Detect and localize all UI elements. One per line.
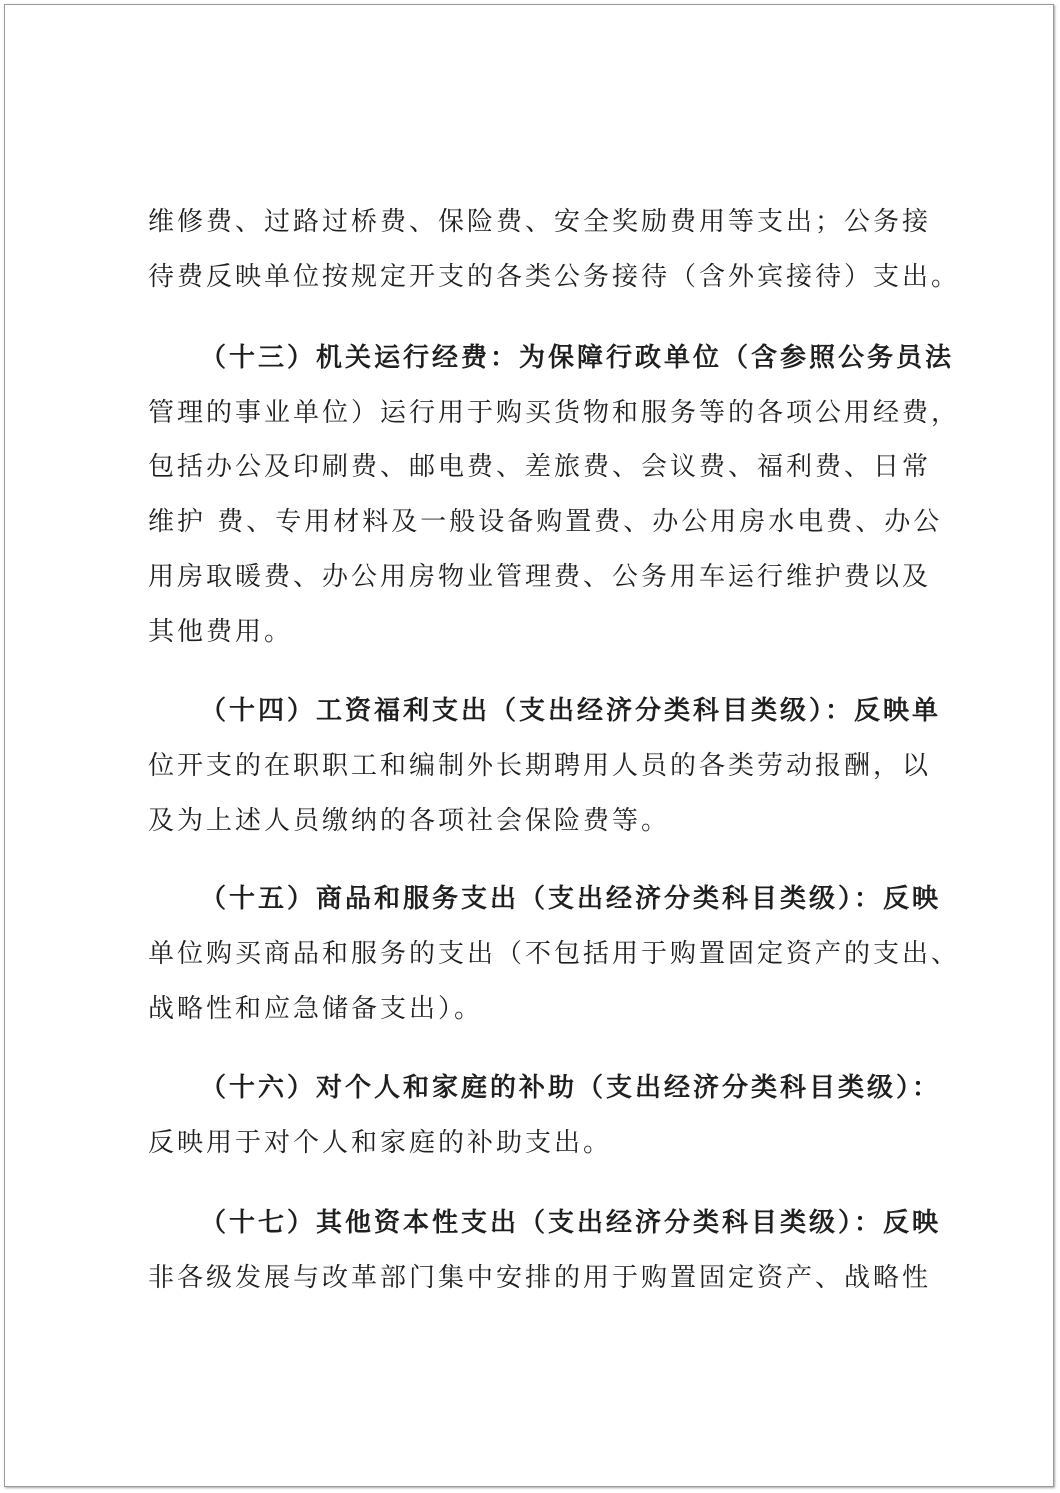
text-line: 待费反映单位按规定开支的各类公务接待（含外宾接待）支出。 <box>148 262 961 292</box>
text-line: 及为上述人员缴纳的各项社会保险费等。 <box>148 806 671 836</box>
section-heading-14: （十四）工资福利支出（支出经济分类科目类级）：反映单 <box>200 696 942 726</box>
text-line: 管理的事业单位）运行用于购买货物和服务等的各项公用经费， <box>148 398 961 428</box>
document-page <box>4 4 1054 1487</box>
text-line: 其他费用。 <box>148 617 294 647</box>
text-line: 用房取暖费、办公用房物业管理费、公务用车运行维护费以及 <box>148 562 932 592</box>
section-heading-17: （十七）其他资本性支出（支出经济分类科目类级）：反映 <box>200 1208 942 1238</box>
text-line: 维护 费、专用材料及一般设备购置费、办公用房水电费、办公 <box>148 507 943 537</box>
text-line: 非各级发展与改革部门集中安排的用于购置固定资产、战略性 <box>148 1263 932 1293</box>
text-line: 包括办公及印刷费、邮电费、差旅费、会议费、福利费、日常 <box>148 452 932 482</box>
text-line: 战略性和应急储备支出）。 <box>148 994 484 1024</box>
text-line: 维修费、过路过桥费、保险费、安全奖励费用等支出；公务接 <box>148 207 932 237</box>
section-heading-13: （十三）机关运行经费：为保障行政单位（含参照公务员法 <box>200 343 955 373</box>
section-heading-15: （十五）商品和服务支出（支出经济分类科目类级）：反映 <box>200 884 942 914</box>
text-line: 单位购买商品和服务的支出（不包括用于购置固定资产的支出、 <box>148 939 961 969</box>
section-heading-16: （十六）对个人和家庭的补助（支出经济分类科目类级）： <box>200 1073 942 1103</box>
text-line: 位开支的在职职工和编制外长期聘用人员的各类劳动报酬，以 <box>148 751 932 781</box>
text-line: 反映用于对个人和家庭的补助支出。 <box>148 1128 613 1158</box>
